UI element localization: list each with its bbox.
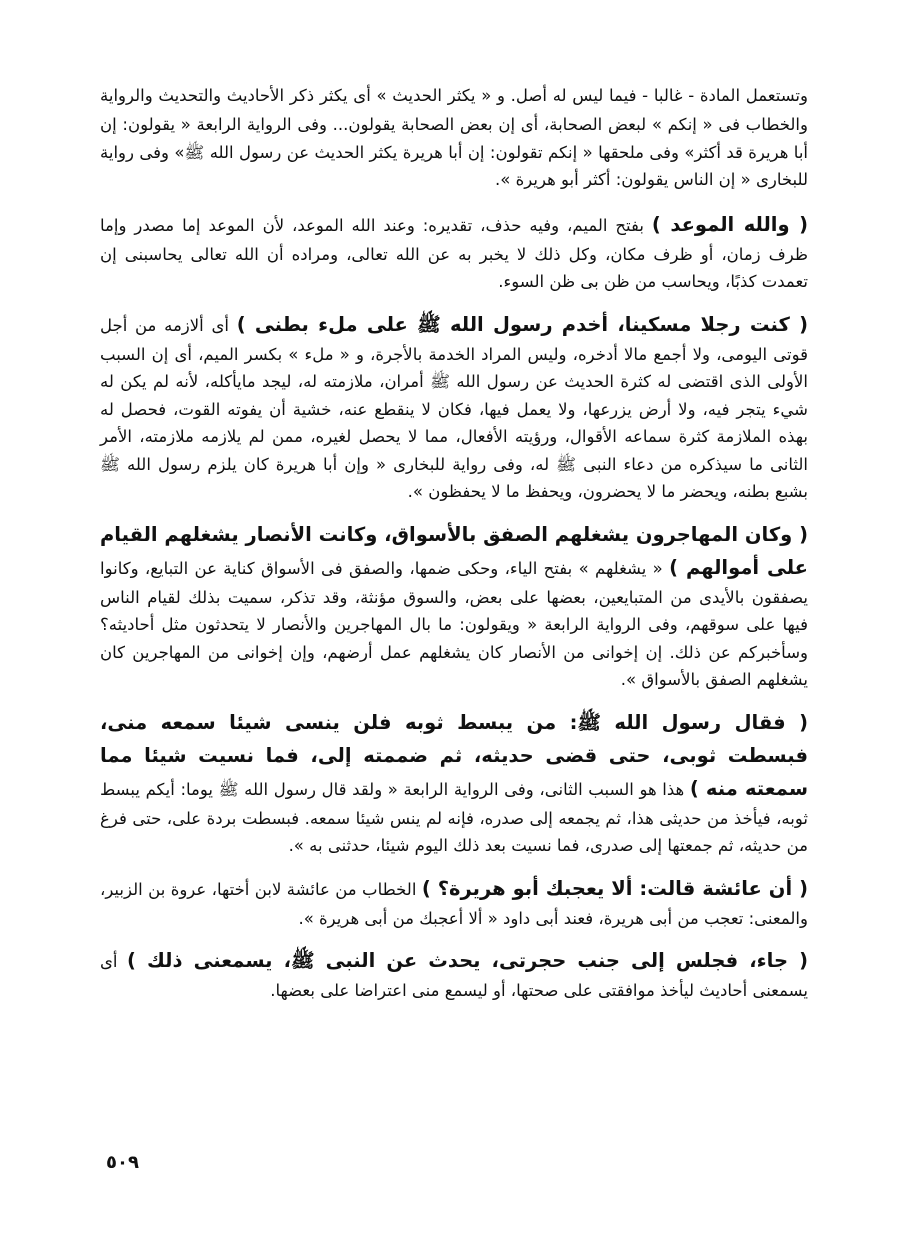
paragraph-5 [100,706,808,860]
paragraph-2-text: بفتح الميم، وفيه حذف، تقديره: وعند الله الموعد، لأن الموعد إما مصدر وإما ظرف زمان، أو ظرف مكان، وكل ذلك لا يخبر به عن الله تعالى، ومراده أن الله تعالى يحاسبنى إن تعمدت كذبًا، ويحاسب من ظن بى ظن السوء. [100,215,808,291]
paragraph-6 [100,872,808,933]
paragraph-4-text: « يشغلهم » بفتح الياء، وحكى ضمها، والصفق فى الأسواق كناية عن التبايع، وكانوا يصفقون بالأيدى من المتبايعين، بعضها على بعض، والسوق مؤنثة، وقد تذكر، سميت بذلك لقيام الناس فيها على سوقهم، وفى الرواية الرابعة « ويقولون: ما بال المهاجرين والأنصار لا يتحدثون مثل أحاديثه؟ وسأخبركم عن ذلك. إن إخوانى من الأنصار كان يشغلهم عمل أرضهم، وإن إخوانى من المهاجرين كان يشغلهم الصفق بالأسواق ». [100,558,808,689]
paragraph-7-lead: ( جاء، فجلس إلى جنب حجرتى، يحدث عن النبى ﷺ، يسمعنى ذلك ) [127,949,808,972]
paragraph-1 [100,78,808,194]
paragraph-3-text: أى ألازمه من أجل قوتى اليومى، ولا أجمع مالا أدخره، وليس المراد الخدمة بالأجرة، و « ملء » بكسر الميم، أى إن السبب الأولى الذى اقتضى له كثرة الحديث عن رسول الله ﷺ أمران، ملازمته له، ليجد مايأكله، لأنه لم يكن له شيء يتجر فيه، ولا أرض يزرعها، ولا يعمل فيها، فكان لا ينقطع عنه، خشية أن يفوته القوت، فحصل له بهذه الملازمة كثرة سماعه الأقوال، ورؤيته الأفعال، مما لا يحصل لغيره، ممن لم يلازمه ملازمته، الأمر الثانى ما سيذكره من دعاء النبى ﷺ له، وفى رواية للبخارى « وإن أبا هريرة كان يلزم رسول الله ﷺ بشبع بطنه، ويحضر ما لا يحضرون، ويحفظ ما لا يحفظون ». [100,315,808,501]
paragraph-4-lead: ( وكان المهاجرون يشغلهم الصفق بالأسواق، وكانت الأنصار يشغلهم القيام على أموالهم ) [100,522,809,579]
paragraph-1-text: وتستعمل المادة - غالبا - فيما ليس له أصل. و « يكثر الحديث » أى يكثر ذكر الأحاديث والتحديث والرواية والخطاب فى « إنكم » لبعض الصحابة، أى إن بعض الصحابة يقولون... وفى الرواية الرابعة « يقولون: إن أبا هريرة قد أكثر» وفى ملحقها « إنكم تقولون: إن أبا هريرة يكثر الحديث عن رسول الله ﷺ» وفى رواية للبخارى « إن الناس يقولون: أكثر أبو هريرة ». [100,86,808,189]
paragraph-5-text: هذا هو السبب الثانى، وفى الرواية الرابعة « ولقد قال رسول الله ﷺ يوما: أيكم يبسط ثوبه، فيأخذ من حديثى هذا، ثم يجمعه إلى صدره، فإنه لم ينس شيئا سمعه. فبسطت بردة على، حتى فرغ من حديثه، ثم جمعتها إلى صدرى، فما نسيت بعد ذلك اليوم شيئا، حدثنى به ». [100,779,808,855]
paragraph-4 [100,518,808,694]
page-number: ٥٠٩ [106,1152,139,1173]
paragraph-5-lead: ( فقال رسول الله ﷺ: من يبسط ثوبه فلن ينسى شيئا سمعه منى، فبسطت ثوبى، حتى قضى حديثه، ثم ضممته إلى، فما نسيت شيئا مما سمعته منه ) [100,710,809,800]
paragraph-6-text: الخطاب من عائشة لابن أختها، عروة بن الزبير، والمعنى: تعجب من أبى هريرة، فعند أبى داود « ألا أعجبك من أبى هريرة ». [100,879,808,928]
book-page-body [100,78,808,1017]
paragraph-3 [100,308,808,506]
paragraph-7 [100,944,808,1005]
paragraph-2 [100,208,808,296]
paragraph-7-text: أى يسمعنى أحاديث ليأخذ موافقتى على صحتها، أو ليسمع منى اعتراضا على بعضها. [100,952,808,1000]
paragraph-3-lead: ( كنت رجلا مسكينا، أخدم رسول الله ﷺ على ملء بطنى ) [236,312,808,336]
paragraph-6-lead: ( أن عائشة قالت: ألا يعجبك أبو هريرة؟ ) [421,876,808,900]
paragraph-2-lead: ( والله الموعد ) [651,212,808,236]
